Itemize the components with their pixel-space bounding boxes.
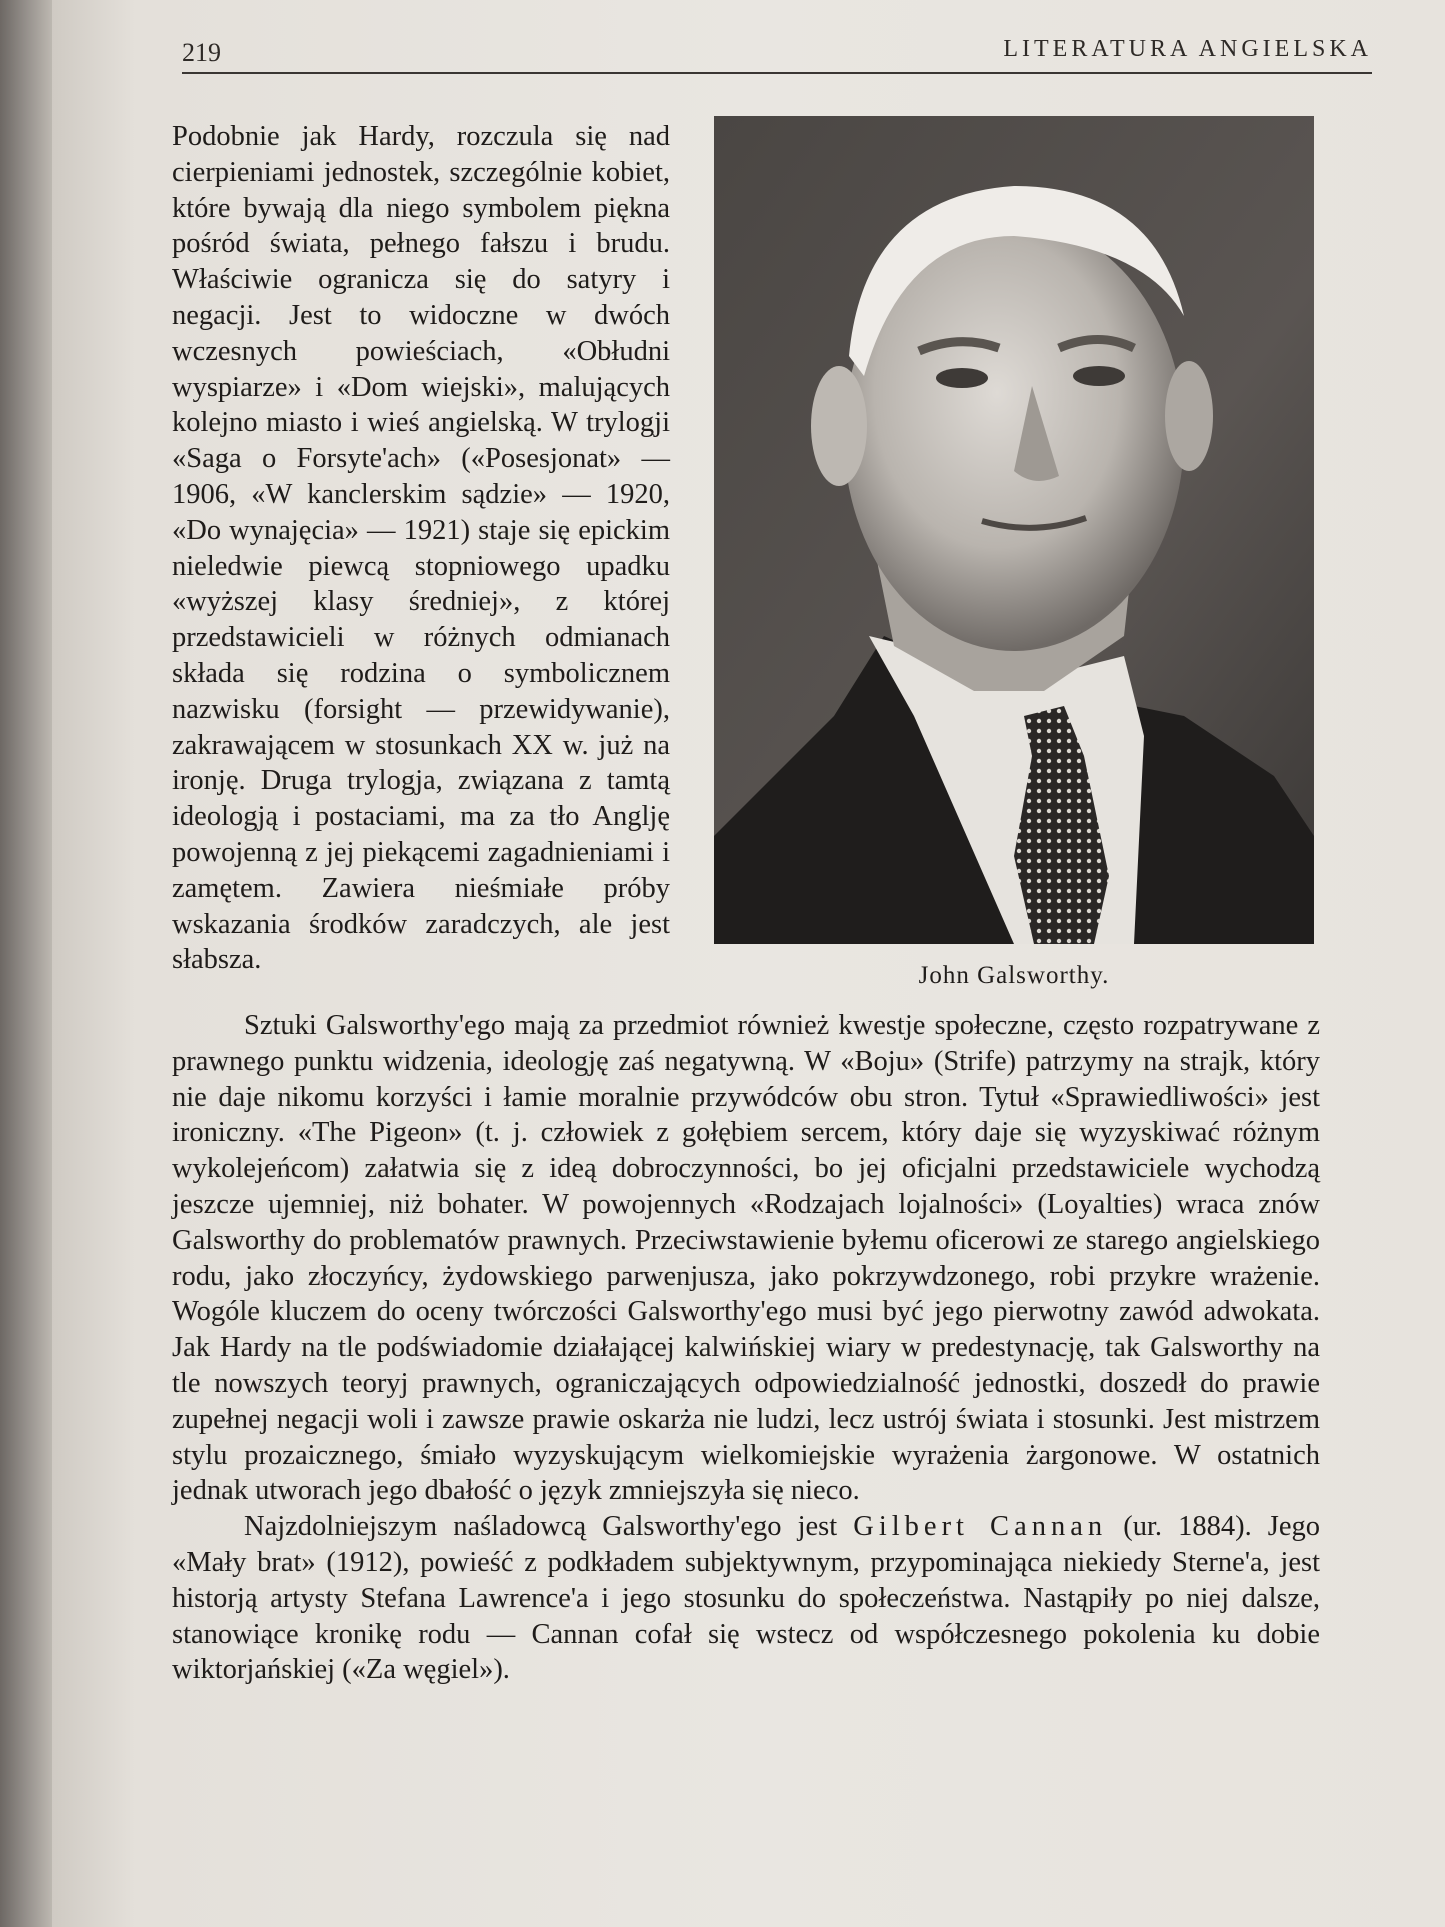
page-number: 219 [182, 38, 221, 67]
left-eye [936, 368, 988, 388]
paragraph-gilbert-cannan [172, 1509, 1320, 1688]
left-ear [811, 366, 867, 486]
left-text-column [172, 119, 670, 978]
main-text-body [172, 1008, 1320, 1688]
book-page [52, 0, 1445, 1927]
running-title: LITERATURA ANGIELSKA [1003, 36, 1372, 62]
page-header [182, 28, 1372, 74]
book-spine-shadow [0, 0, 52, 1927]
paragraph-cannan-start: Najzdolniejszym naśladowcą Galsworthy'ego jest [244, 1511, 838, 1543]
figure-caption: John Galsworthy. [918, 962, 1110, 989]
portrait-photo [714, 116, 1314, 944]
portrait-figure [714, 116, 1314, 944]
author-name-spaced: Gilbert Cannan [853, 1511, 1108, 1543]
right-eye [1073, 366, 1125, 386]
left-column-paragraph: Podobnie jak Hardy, rozczula się nad cierpieniami jednostek, szczególnie kobiet, które bywają dla niego symbolem piękna pośród świata, pełnego fałszu i brudu. Właściwie ogranicza się do satyry i negacji. Jest to widoczne w dwóch wczesnych powieściach, «Obłudni wyspiarze» i «Dom wiejski», malujących kolejno miasto i wieś angielską. W trylogji «Saga o Forsyte'ach» («Posesjonat» — 1906, «W kanclerskim sądzie» — 1920, «Do wynajęcia» — 1921) staje się epickim nieledwie piewcą stopniowego upadku «wyższej klasy średniej», z której przedstawicieli w różnych odmianach składa się rodzina o symbolicznem nazwisku (forsight — przewidywanie), zakrawającem w stosunkach XX w. już na ironję. Druga trylogja, związana z tamtą ideologją i postaciami, ma za tło Anglję powojenną z jej piekącemi zagadnieniami i zamętem. Zawiera nieśmiałe próby wskazania środków zaradczych, ale jest słabsza. [172, 121, 670, 976]
right-ear [1165, 361, 1213, 471]
paragraph-cannan-rest: (ur. 1884). Jego «Mały brat» (1912), powieść z podkładem subjektywnym, przypominająca niekiedy Sterne'a, jest historją artysty Stefana Lawrence'a i jego stosunku do społeczeństwa. Nastąpiły po niej dalsze, stanowiące kronikę rodu — Cannan cofał się wstecz od współczesnego pokolenia ku dobie wiktorjańskiej («Za węgiel»). [172, 1511, 1321, 1686]
paragraph-galsworthy-plays: Sztuki Galsworthy'ego mają za przedmiot również kwestje społeczne, często rozpatrywane z prawnego punktu widzenia, ideologję zaś negatywną. W «Boju» (Strife) patrzymy na strajk, który nie daje nikomu korzyści i łamie moralnie przywódców obu stron. Tytuł «Sprawiedliwości» jest ironiczny. «The Pigeon» (t. j. człowiek z gołębiem sercem, który daje się wyzyskiwać różnym wykolejeńcom) załatwia się z ideą dobroczynności, bo jej oficjalni przedstawiciele wychodzą jeszcze ujemniej, niż bohater. W powojennych «Rodzajach lojalności» (Loyalties) wraca znów Galsworthy do problematów prawnych. Przeciwstawienie byłemu oficerowi ze starego angielskiego rodu, jako złoczyńcy, żydowskiego parwenjusza, jako pokrzywdzonego, robi przykre wrażenie. Wogóle kluczem do oceny twórczości Galsworthy'ego musi być jego pierwotny zawód adwokata. Jak Hardy na tle podświadomie działającej kalwińskiej wiary w predestynację, tak Galsworthy na tle nowszych teoryj prawnych, ograniczających odpowiedzialność jednostki, doszedł do prawie zupełnej negacji woli i zawsze prawie oskarża nie ludzi, lecz ustrój świata i stosunki. Jest mistrzem stylu prozaicznego, śmiało wyzyskującym wielkomiejskie wyrażenia żargonowe. W ostatnich jednak utworach jego dbałość o język zmniejszyła się nieco. [172, 1010, 1320, 1507]
